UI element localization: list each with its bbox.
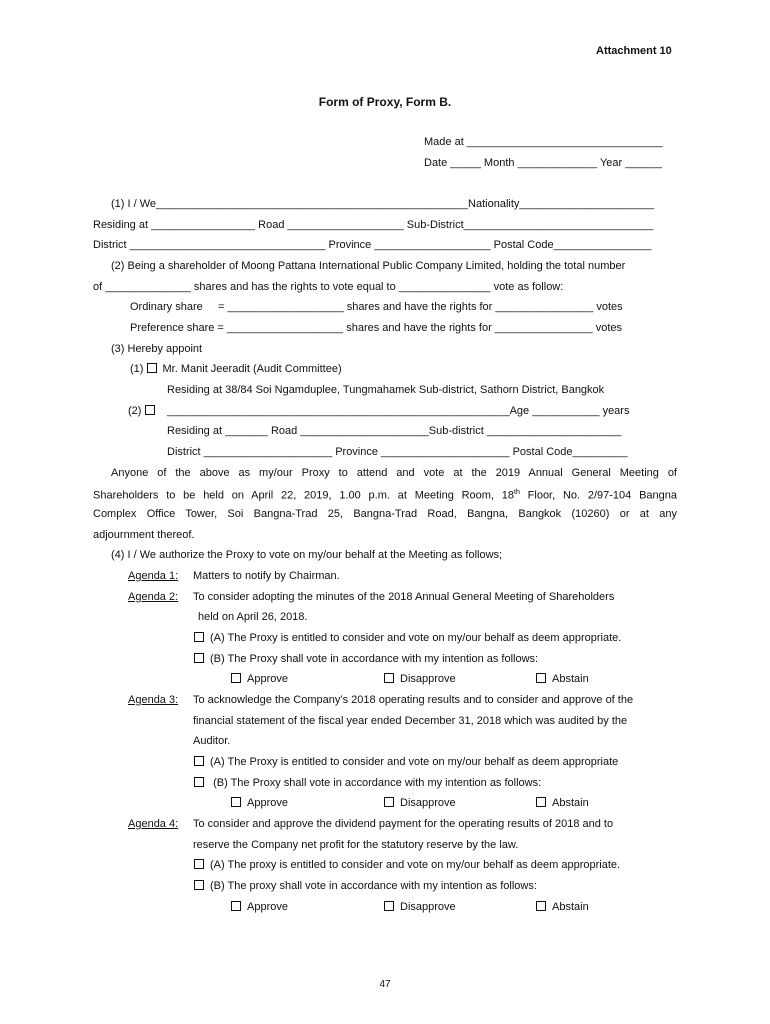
agenda-4-approve-label: Approve: [247, 901, 288, 913]
proxy-para-line-2a: Shareholders to be held on April 22, 2019, 1.00 p.m. at Meeting Room, 18: [93, 489, 515, 502]
agenda-3-text-3: Auditor.: [193, 735, 231, 747]
proxy-1-number: (1): [130, 363, 144, 375]
agenda-3-b-checkbox[interactable]: [194, 777, 204, 787]
agenda-3-option-b: [194, 776, 541, 790]
ordinary-share-field[interactable]: Ordinary share = ___________________ shares and have the rights for ________________ votes: [130, 301, 623, 313]
proxy-para-line-3: Complex Office Tower, Soi Bangna-Trad 25, Bangna-Trad Road, Bangna, Bangkok (10260) or at any: [93, 508, 677, 520]
appoint-heading: (3) Hereby appoint: [111, 343, 203, 355]
agenda-3-text-1: To acknowledge the Company’s 2018 operating results and to consider and approve of the: [193, 694, 634, 706]
agenda-2-a-checkbox[interactable]: [194, 632, 204, 642]
agenda-3-disapprove-checkbox[interactable]: [384, 797, 394, 807]
agenda-3-disapprove: [384, 796, 456, 810]
agenda-4-text-2: reserve the Company net profit for the statutory reserve by the law.: [193, 839, 519, 851]
agenda-4-abstain: [536, 900, 589, 914]
name-nationality-field[interactable]: (1) I / We___________________________________________________Nationality______________________: [111, 198, 654, 210]
proxy-1-address: Residing at 38/84 Soi Ngamduplee, Tungmahamek Sub-district, Sathorn District, Bangkok: [167, 384, 605, 396]
agenda-1-text: Matters to notify by Chairman.: [193, 570, 340, 582]
agenda-4-text-1: To consider and approve the dividend payment for the operating results of 2018 and to: [193, 818, 614, 830]
proxy-para-line-1: Anyone of the above as my/our Proxy to attend and vote at the 2019 Annual General Meeting of: [111, 467, 677, 479]
proxy-para-line-4: adjournment thereof.: [93, 529, 195, 541]
agenda-3-label: Agenda 3:: [128, 694, 179, 706]
agenda-4-disapprove-checkbox[interactable]: [384, 901, 394, 911]
agenda-3-b-label: (B) The Proxy shall vote in accordance with my intention as follows:: [213, 777, 542, 789]
agenda-2-disapprove-checkbox[interactable]: [384, 673, 394, 683]
proxy-2-district-field[interactable]: District _____________________ Province _____________________ Postal Code_________: [167, 446, 628, 458]
agenda-3-a-label: (A) The Proxy is entitled to consider and vote on my/our behalf as deem appropriate: [210, 756, 619, 768]
agenda-3-abstain-label: Abstain: [552, 797, 589, 809]
made-at-field[interactable]: Made at ________________________________: [424, 136, 663, 148]
agenda-4-option-a: [194, 858, 620, 872]
superscript-th: th: [514, 489, 520, 496]
agenda-2-abstain-label: Abstain: [552, 673, 589, 685]
agenda-4-a-label: (A) The proxy is entitled to consider and vote on my/our behalf as deem appropriate.: [210, 859, 621, 871]
agenda-4-approve-checkbox[interactable]: [231, 901, 241, 911]
residence-field[interactable]: Residing at _________________ Road ___________________ Sub-District_______________________________: [93, 219, 654, 231]
agenda-2-option-b: [194, 652, 538, 666]
district-field[interactable]: District ________________________________ Province ___________________ Postal Code________________: [93, 239, 652, 251]
agenda-2-approve-checkbox[interactable]: [231, 673, 241, 683]
proxy-para-line-2: [93, 486, 677, 503]
agenda-4-approve: [231, 900, 288, 914]
agenda-2-disapprove-label: Disapprove: [400, 673, 456, 685]
agenda-2-abstain: [536, 672, 589, 686]
agenda-2-text-1: To consider adopting the minutes of the 2018 Annual General Meeting of Shareholders: [193, 591, 615, 603]
proxy-2-checkbox[interactable]: [145, 405, 155, 415]
agenda-2-abstain-checkbox[interactable]: [536, 673, 546, 683]
proxy-1-checkbox[interactable]: [147, 363, 157, 373]
date-field[interactable]: Date _____ Month _____________ Year ______: [424, 157, 662, 169]
proxy-para-line-2b: Floor, No. 2/97-104 Bangna: [519, 489, 677, 502]
agenda-2-a-label: (A) The Proxy is entitled to consider and vote on my/our behalf as deem appropriate.: [210, 632, 622, 644]
agenda-3-abstain: [536, 796, 589, 810]
agenda-4-a-checkbox[interactable]: [194, 859, 204, 869]
agenda-1-label: Agenda 1:: [128, 570, 179, 582]
agenda-3-approve-label: Approve: [247, 797, 288, 809]
page-number: 47: [379, 979, 391, 990]
attachment-label: Attachment 10: [596, 45, 672, 57]
agenda-4-disapprove: [384, 900, 456, 914]
agenda-3-abstain-checkbox[interactable]: [536, 797, 546, 807]
agenda-3-option-a: [194, 755, 618, 769]
agenda-2-b-label: (B) The Proxy shall vote in accordance with my intention as follows:: [210, 653, 539, 665]
form-title: Form of Proxy, Form B.: [318, 95, 452, 109]
agenda-2-approve: [231, 672, 288, 686]
proxy-1-row: [130, 362, 342, 376]
agenda-3-text-2: financial statement of the fiscal year ended December 31, 2018 which was audited by the: [193, 715, 628, 727]
agenda-4-b-label: (B) The proxy shall vote in accordance with my intention as follows:: [210, 880, 537, 892]
agenda-2-text-2: held on April 26, 2018.: [198, 611, 308, 623]
agenda-4-disapprove-label: Disapprove: [400, 901, 456, 913]
proxy-2-number: (2): [128, 405, 142, 417]
agenda-2-disapprove: [384, 672, 456, 686]
shares-total-field[interactable]: of ______________ shares and has the rights to vote equal to _______________ vote as follow:: [93, 281, 564, 293]
agenda-3-a-checkbox[interactable]: [194, 756, 204, 766]
agenda-4-abstain-checkbox[interactable]: [536, 901, 546, 911]
proxy-2-row: [128, 404, 161, 418]
agenda-3-disapprove-label: Disapprove: [400, 797, 456, 809]
shareholder-statement: (2) Being a shareholder of Moong Pattana International Public Company Limited, holding the total number: [111, 260, 626, 272]
preference-share-field[interactable]: Preference share = ___________________ shares and have the rights for ________________ votes: [130, 322, 623, 334]
proxy-2-address-field[interactable]: Residing at _______ Road _____________________Sub-district ______________________: [167, 425, 622, 437]
authorize-heading: (4) I / We authorize the Proxy to vote on my/our behalf at the Meeting as follows;: [111, 549, 503, 561]
agenda-2-b-checkbox[interactable]: [194, 653, 204, 663]
proxy-1-name: Mr. Manit Jeeradit (Audit Committee): [162, 363, 342, 375]
agenda-2-option-a: [194, 631, 621, 645]
agenda-4-label: Agenda 4:: [128, 818, 179, 830]
agenda-4-b-checkbox[interactable]: [194, 880, 204, 890]
agenda-2-approve-label: Approve: [247, 673, 288, 685]
proxy-2-name-field[interactable]: ________________________________________________________Age ___________ years: [167, 405, 630, 417]
agenda-3-approve-checkbox[interactable]: [231, 797, 241, 807]
agenda-4-option-b: [194, 879, 537, 893]
agenda-3-approve: [231, 796, 288, 810]
agenda-4-abstain-label: Abstain: [552, 901, 589, 913]
agenda-2-label: Agenda 2:: [128, 591, 179, 603]
